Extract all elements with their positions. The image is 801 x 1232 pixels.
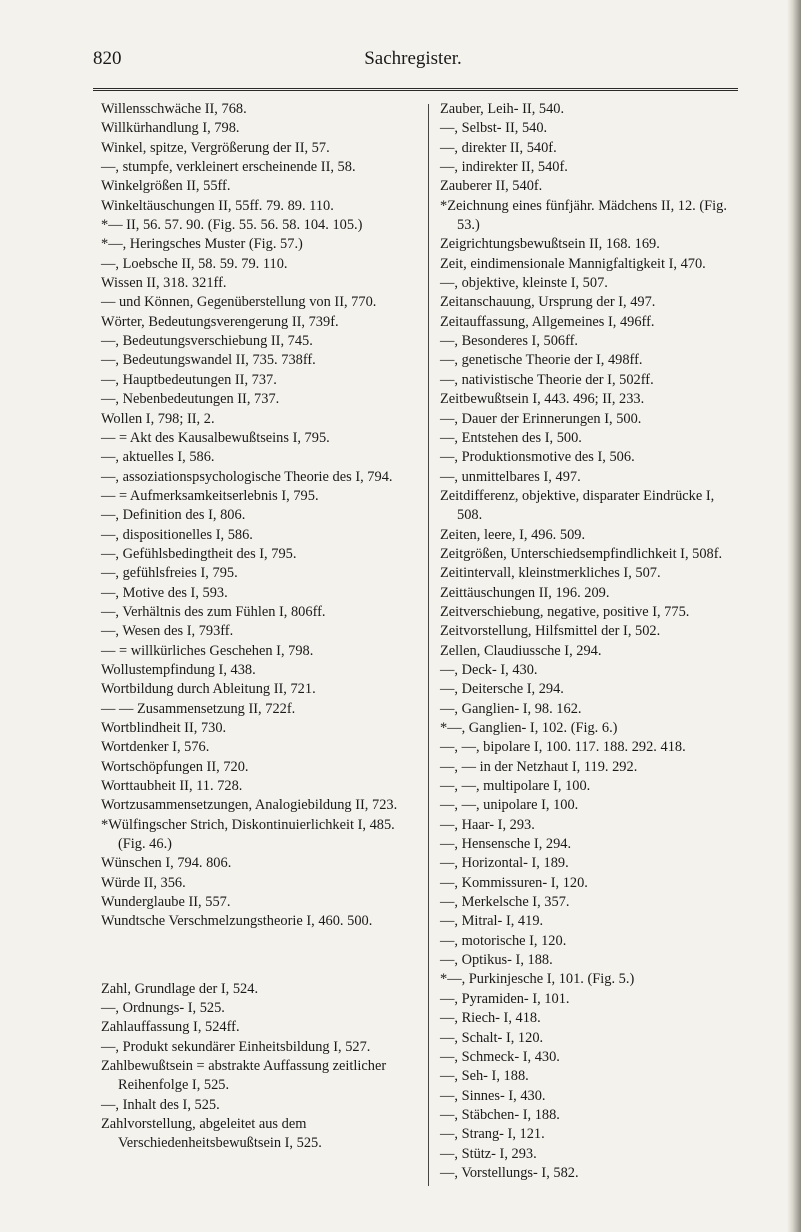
index-entry: —, Bedeutungswandel II, 735. 738ff. xyxy=(101,352,316,369)
index-entry: Winkelgrößen II, 55ff. xyxy=(101,178,231,195)
index-entry: —, Kommissuren- I, 120. xyxy=(440,874,588,891)
index-entry: *Wülfingscher Strich, Diskontinuierlichkeit I, 485. (Fig. 46.) xyxy=(101,816,395,853)
index-entry: Zeitverschiebung, negative, positive I, 775. xyxy=(440,603,690,620)
index-entry: Willensschwäche II, 768. xyxy=(101,101,247,117)
index-entry: — und Können, Gegenüberstellung von II, 770. xyxy=(101,294,377,311)
index-entry: —, stumpfe, verkleinert erscheinende II, 58. xyxy=(101,159,356,176)
index-entry: Zahlbewußtsein = abstrakte Auffassung zeitlicher Reihenfolge I, 525. xyxy=(101,1057,387,1094)
index-entry: Zeitbewußtsein I, 443. 496; II, 233. xyxy=(440,391,645,408)
index-entry: —, Nebenbedeutungen II, 737. xyxy=(101,391,280,408)
index-entry: Zeitvorstellung, Hilfsmittel der I, 502. xyxy=(440,623,661,640)
index-entry: —, objektive, kleinste I, 507. xyxy=(440,275,608,292)
index-entry: *— II, 56. 57. 90. (Fig. 55. 56. 58. 104. 105.) xyxy=(101,217,363,234)
page-header xyxy=(93,48,733,74)
index-entry: —, Pyramiden- I, 101. xyxy=(440,990,570,1007)
index-entry: —, Wesen des I, 793ff. xyxy=(101,623,234,640)
index-entry: —, Hensensche I, 294. xyxy=(440,836,572,853)
index-entry: — = Aufmerksamkeitserlebnis I, 795. xyxy=(101,487,319,504)
index-entry: Zeitdifferenz, objektive, disparater Eindrücke I, 508. xyxy=(440,487,715,524)
index-entry: —, Selbst- II, 540. xyxy=(440,120,548,137)
index-entry: *Zeichnung eines fünfjähr. Mädchens II, 12. (Fig. 53.) xyxy=(440,197,727,234)
index-entry: Zellen, Claudiussche I, 294. xyxy=(440,642,602,659)
index-entry: —, aktuelles I, 586. xyxy=(101,449,215,466)
index-entry: Winkeltäuschungen II, 55ff. 79. 89. 110. xyxy=(101,197,334,214)
index-entry: *—, Ganglien- I, 102. (Fig. 6.) xyxy=(440,720,618,736)
index-entry: —, Riech- I, 418. xyxy=(440,1010,541,1027)
index-entry: Wortdenker I, 576. xyxy=(101,739,210,756)
index-entry: —, Stütz- I, 293. xyxy=(440,1145,537,1162)
index-entry: —, Loebsche II, 58. 59. 79. 110. xyxy=(101,255,288,272)
index-entry: Zahlauffassung I, 524ff. xyxy=(101,1019,240,1036)
index-entry: Worttaubheit II, 11. 728. xyxy=(101,778,243,795)
index-entry: —, Entstehen des I, 500. xyxy=(440,429,582,446)
index-entry: —, Mitral- I, 419. xyxy=(440,913,544,930)
index-entry: Wollustempfindung I, 438. xyxy=(101,661,256,678)
index-entry: —, Merkelsche I, 357. xyxy=(440,894,570,911)
index-entry: —, Optikus- I, 188. xyxy=(440,952,553,969)
index-entry: Wortzusammensetzungen, Analogiebildung II, 723. xyxy=(101,797,398,814)
index-entry: Zeittäuschungen II, 196. 209. xyxy=(440,584,610,601)
index-entry: —, Verhältnis des zum Fühlen I, 806ff. xyxy=(101,603,326,620)
index-entry: —, Deck- I, 430. xyxy=(440,661,538,678)
index-entry: Winkel, spitze, Vergrößerung der II, 57. xyxy=(101,139,330,156)
index-entry: Zeit, eindimensionale Mannigfaltigkeit I, 470. xyxy=(440,255,706,272)
index-entry: — = Akt des Kausalbewußtseins I, 795. xyxy=(101,429,330,446)
index-entry: —, Definition des I, 806. xyxy=(101,507,246,524)
index-entry: —, Ordnungs- I, 525. xyxy=(101,999,225,1016)
index-entry: —, Dauer der Erinnerungen I, 500. xyxy=(440,410,642,427)
index-entry: Zahl, Grundlage der I, 524. xyxy=(101,980,259,997)
index-entry: —, Deitersche I, 294. xyxy=(440,681,564,698)
index-entry: — = willkürliches Geschehen I, 798. xyxy=(101,642,314,659)
page-edge-shadow xyxy=(787,0,801,1232)
index-entry: —, Motive des I, 593. xyxy=(101,584,228,601)
index-entry: —, Haar- I, 293. xyxy=(440,816,535,833)
index-entry: —, Vorstellungs- I, 582. xyxy=(440,1164,579,1181)
index-entry: —, motorische I, 120. xyxy=(440,932,567,949)
index-entry: Wörter, Bedeutungsverengerung II, 739f. xyxy=(101,313,339,330)
index-entry: Zeitanschauung, Ursprung der I, 497. xyxy=(440,294,656,311)
index-entry: —, —, multipolare I, 100. xyxy=(440,778,591,795)
index-entry: —, Produkt sekundärer Einheitsbildung I, 527. xyxy=(101,1038,371,1055)
index-entry: *—, Heringsches Muster (Fig. 57.) xyxy=(101,236,303,253)
index-entry: Zauber, Leih- II, 540. xyxy=(440,101,565,117)
index-entry: —, Schmeck- I, 430. xyxy=(440,1048,560,1065)
index-entry: Wortschöpfungen II, 720. xyxy=(101,758,249,775)
index-entry: —, dispositionelles I, 586. xyxy=(101,526,253,543)
index-entry: — — Zusammensetzung II, 722f. xyxy=(101,700,296,717)
index-entry: Wundtsche Verschmelzungstheorie I, 460. 500. xyxy=(101,913,373,930)
index-entry: —, gefühlsfreies I, 795. xyxy=(101,565,238,582)
index-entry: —, Seh- I, 188. xyxy=(440,1068,529,1085)
column-divider xyxy=(428,104,429,1186)
index-entry: Wollen I, 798; II, 2. xyxy=(101,410,215,427)
index-entry: —, direkter II, 540f. xyxy=(440,139,557,156)
index-entry: —, Besonderes I, 506ff. xyxy=(440,333,579,350)
index-entry: —, Produktionsmotive des I, 506. xyxy=(440,449,635,466)
index-entry: —, Strang- I, 121. xyxy=(440,1126,545,1143)
index-entry: —, Bedeutungsverschiebung II, 745. xyxy=(101,333,313,350)
index-entry: —, Stäbchen- I, 188. xyxy=(440,1106,560,1123)
index-entry: Zeitauffassung, Allgemeines I, 496ff. xyxy=(440,313,655,330)
index-entry: —, unmittelbares I, 497. xyxy=(440,468,581,485)
index-entry: Würde II, 356. xyxy=(101,874,186,891)
index-entry: Zauberer II, 540f. xyxy=(440,178,543,195)
index-entry: —, Inhalt des I, 525. xyxy=(101,1096,220,1113)
section-gap xyxy=(101,946,416,965)
index-entry: Willkürhandlung I, 798. xyxy=(101,120,240,137)
index-entry: —, nativistische Theorie der I, 502ff. xyxy=(440,371,654,388)
index-entry: —, — in der Netzhaut I, 119. 292. xyxy=(440,758,638,775)
index-entry: —, —, unipolare I, 100. xyxy=(440,797,579,814)
index-entry: —, genetische Theorie der I, 498ff. xyxy=(440,352,643,369)
index-entry: Zeitintervall, kleinstmerkliches I, 507. xyxy=(440,565,661,582)
index-entry: Zeigrichtungsbewußtsein II, 168. 169. xyxy=(440,236,660,253)
index-entry: —, Sinnes- I, 430. xyxy=(440,1087,546,1104)
index-entry: Wunderglaube II, 557. xyxy=(101,894,231,911)
index-entry: Wünschen I, 794. 806. xyxy=(101,855,232,872)
index-entry: Zahlvorstellung, abgeleitet aus dem Verschiedenheitsbewußtsein I, 525. xyxy=(101,1115,322,1152)
index-entry: Zeiten, leere, I, 496. 509. xyxy=(440,526,586,543)
running-head: Sachregister. xyxy=(364,48,462,69)
index-entry: —, —, bipolare I, 100. 117. 188. 292. 418. xyxy=(440,739,686,756)
index-entry: —, indirekter II, 540f. xyxy=(440,159,568,176)
page-number: 820 xyxy=(93,48,122,69)
index-entry: —, Horizontal- I, 189. xyxy=(440,855,569,872)
index-entry: —, Ganglien- I, 98. 162. xyxy=(440,700,582,717)
index-entry: *—, Purkinjesche I, 101. (Fig. 5.) xyxy=(440,971,635,988)
index-column-right xyxy=(440,100,740,1183)
index-entry: —, Schalt- I, 120. xyxy=(440,1029,544,1046)
index-entry: —, Gefühlsbedingtheit des I, 795. xyxy=(101,545,297,562)
index-column-left xyxy=(101,100,416,1154)
index-entry: Wortblindheit II, 730. xyxy=(101,720,227,736)
index-entry: Wissen II, 318. 321ff. xyxy=(101,275,227,292)
index-entry: Zeitgrößen, Unterschiedsempfindlichkeit I, 508f. xyxy=(440,545,723,562)
header-rule xyxy=(93,88,738,91)
index-entry: —, Hauptbedeutungen II, 737. xyxy=(101,371,277,388)
index-entry: —, assoziationspsychologische Theorie des I, 794. xyxy=(101,468,393,485)
index-entry: Wortbildung durch Ableitung II, 721. xyxy=(101,681,316,698)
